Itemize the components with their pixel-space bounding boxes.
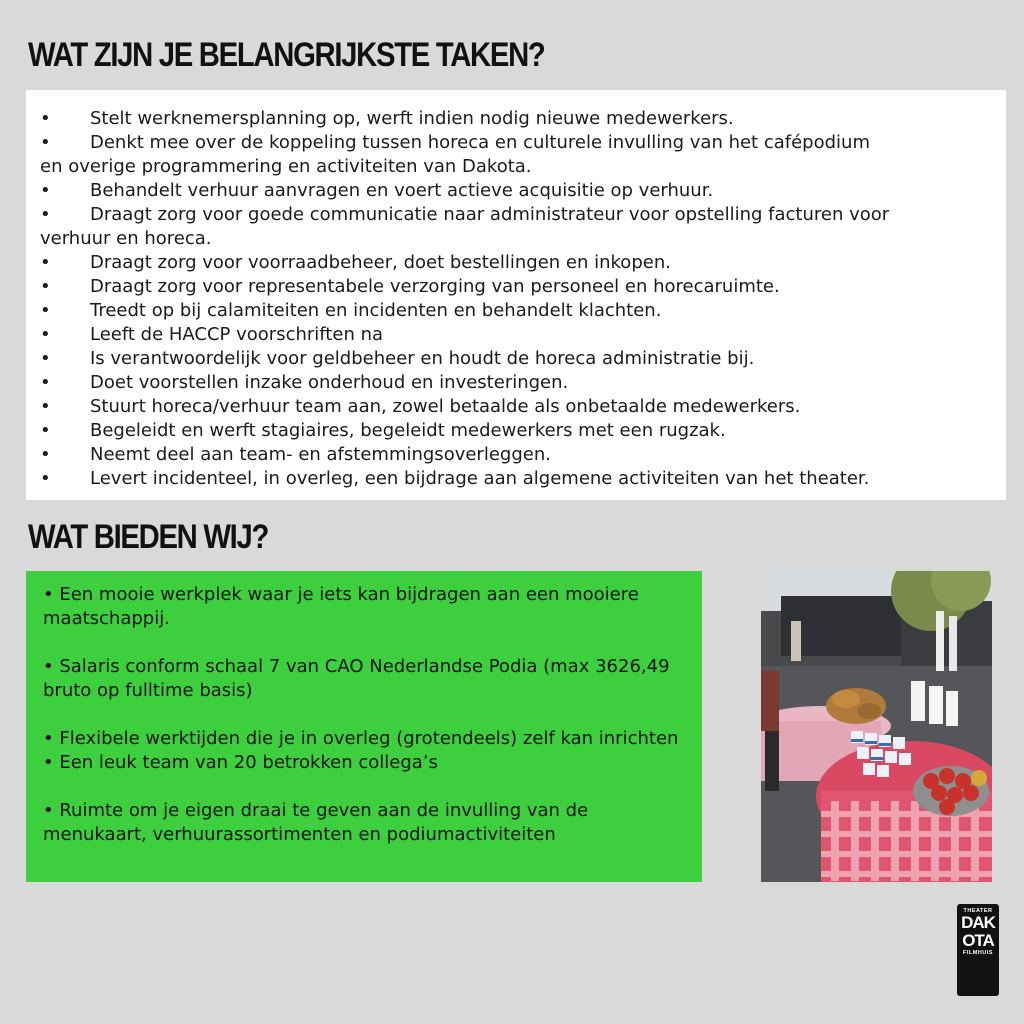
task-item (40, 203, 996, 251)
bullet-marker: • (40, 324, 51, 345)
bullet-marker: • (40, 396, 51, 417)
tasks-heading: WAT ZIJN JE BELANGRIJKSTE TAKEN? (28, 36, 545, 74)
task-text-continuation: en overige programmering en activiteiten van Dakota. (40, 156, 532, 177)
logo-line2: OTA (962, 931, 994, 950)
offer-item: • Een leuk team van 20 betrokken collega’s (43, 752, 438, 773)
task-text: Doet voorstellen inzake onderhoud en investeringen. (90, 372, 569, 393)
offer-heading: WAT BIEDEN WIJ? (28, 518, 269, 556)
bullet-marker: • (40, 348, 51, 369)
task-item (40, 251, 996, 275)
task-text: Stuurt horeca/verhuur team aan, zowel betaalde als onbetaalde medewerkers. (90, 396, 801, 417)
bullet-marker: • (40, 180, 51, 201)
task-text: Draagt zorg voor representabele verzorging van personeel en horecaruimte. (90, 276, 780, 297)
task-text: Denkt mee over de koppeling tussen horeca en culturele invulling van het cafépodium (90, 132, 870, 153)
task-text: Stelt werknemersplanning op, werft indien nodig nieuwe medewerkers. (90, 108, 734, 129)
bullet-marker: • (40, 372, 51, 393)
offer-panel (26, 571, 702, 882)
bullet-marker: • (40, 132, 51, 153)
task-item (40, 275, 996, 299)
task-item (40, 347, 996, 371)
offer-item: • Flexibele werktijden die je in overleg (grotendeels) zelf kan inrichten (43, 728, 679, 749)
task-item (40, 299, 996, 323)
task-text: Leeft de HACCP voorschriften na (90, 324, 384, 345)
task-text: Is verantwoordelijk voor geldbeheer en houdt de horeca administratie bij. (90, 348, 755, 369)
tasks-panel (26, 90, 1006, 500)
catering-photo-illustration (761, 571, 992, 882)
task-text: Treedt op bij calamiteiten en incidenten en behandelt klachten. (90, 300, 662, 321)
task-text: Levert incidenteel, in overleg, een bijdrage aan algemene activiteiten van het theater. (90, 468, 870, 489)
task-item (40, 107, 996, 131)
task-item (40, 467, 996, 491)
bullet-marker: • (40, 468, 51, 489)
task-text: Behandelt verhuur aanvragen en voert actieve acquisitie op verhuur. (90, 180, 714, 201)
offer-item: • Ruimte om je eigen draai te geven aan de invulling van de menukaart, verhuurassortimenten en podiumactiviteiten (43, 800, 589, 845)
catering-photo (761, 571, 992, 882)
task-text: Neemt deel aan team- en afstemmingsoverleggen. (90, 444, 551, 465)
task-item (40, 179, 996, 203)
task-item (40, 371, 996, 395)
task-item (40, 443, 996, 467)
logo-line1: DAK (961, 913, 995, 932)
logo-theater-text: THEATER (963, 908, 993, 914)
dakota-logo (957, 904, 999, 996)
task-text-continuation: verhuur en horeca. (40, 228, 212, 249)
task-text: Begeleidt en werft stagiaires, begeleidt medewerkers met een rugzak. (90, 420, 726, 441)
bullet-marker: • (40, 252, 51, 273)
bullet-marker: • (40, 300, 51, 321)
task-text: Draagt zorg voor goede communicatie naar administrateur voor opstelling facturen voor (90, 204, 890, 225)
tasks-list (40, 107, 996, 491)
task-item (40, 323, 996, 347)
bullet-marker: • (40, 420, 51, 441)
logo-filmhuis-text: FILMHUIS (963, 950, 993, 956)
bullet-marker: • (40, 204, 51, 225)
offer-item: • Salaris conform schaal 7 van CAO Nederlandse Podia (max 3626,49 bruto op fulltime basis) (43, 656, 670, 701)
bullet-marker: • (40, 276, 51, 297)
bullet-marker: • (40, 108, 51, 129)
task-text: Draagt zorg voor voorraadbeheer, doet bestellingen en inkopen. (90, 252, 671, 273)
offer-item: • Een mooie werkplek waar je iets kan bijdragen aan een mooiere maatschappij. (43, 584, 639, 629)
task-item (40, 419, 996, 443)
task-item (40, 395, 996, 419)
bullet-marker: • (40, 444, 51, 465)
task-item (40, 131, 996, 179)
